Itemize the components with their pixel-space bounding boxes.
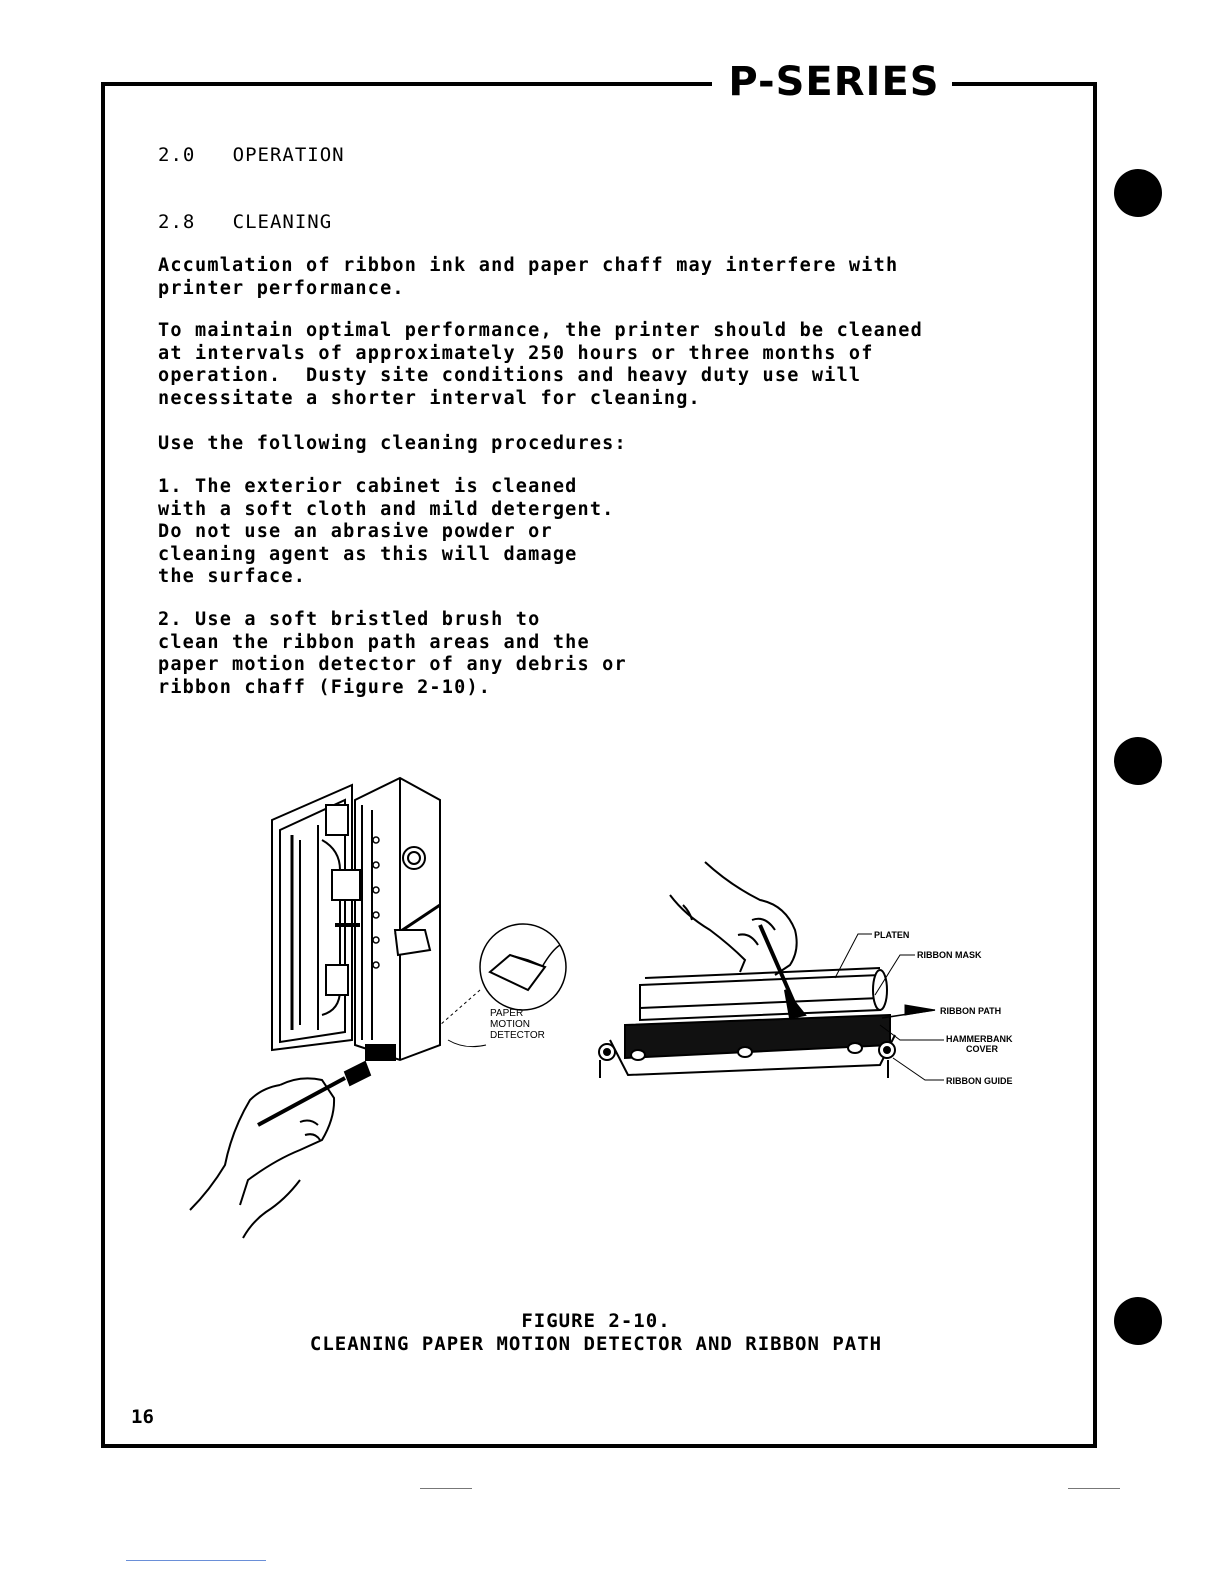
paragraph-procedures: Use the following cleaning procedures: (158, 433, 627, 454)
step-2: 2. Use a soft bristled brush to clean the ribbon path areas and the paper motion detector of any debris or ribbon chaff (Figure 2-10). (158, 609, 627, 698)
label-detector-3: DETECTOR (490, 1030, 545, 1041)
label-ribbon-mask: RIBBON MASK (917, 950, 982, 960)
subsection-number: 2.8 (158, 211, 196, 233)
label-detector-2: MOTION (490, 1019, 530, 1030)
brush-hand-left-illustration (190, 1062, 370, 1238)
label-hammerbank-2: COVER (966, 1044, 999, 1054)
ribbon-path-assembly-illustration (599, 968, 895, 1078)
step-1: 1. The exterior cabinet is cleaned with a soft cloth and mild detergent. Do not use an abrasive powder or cleaning agent as this will damage the surface. (158, 476, 615, 587)
series-title: P-SERIES (728, 59, 940, 105)
scan-artifact (126, 1560, 266, 1561)
label-ribbon-guide: RIBBON GUIDE (946, 1076, 1013, 1086)
scan-artifact (420, 1488, 472, 1489)
detector-assembly-illustration (272, 778, 440, 1060)
subsection-title: CLEANING (232, 211, 333, 233)
label-detector-1: PAPER (490, 1008, 524, 1019)
figure-number: FIGURE 2-10. (521, 1310, 671, 1332)
label-platen: PLATEN (874, 930, 910, 940)
label-ribbon-path: RIBBON PATH (940, 1006, 1002, 1016)
label-hammerbank-1: HAMMERBANK (946, 1034, 1013, 1044)
paragraph-interval: To maintain optimal performance, the printer should be cleaned at intervals of approximately 250 hours or three months of operation. Dusty site conditions and heavy duty use will necessitate a shorter interval for cleaning. (158, 320, 923, 409)
section-number: 2.0 (158, 144, 196, 166)
paragraph-intro: Accumlation of ribbon ink and paper chaff may interfere with printer performance. (158, 255, 899, 299)
section-title: OPERATION (232, 144, 345, 166)
scan-artifact (1068, 1488, 1120, 1489)
page-number: 16 (131, 1406, 154, 1428)
figure-caption: CLEANING PAPER MOTION DETECTOR AND RIBBON PATH (309, 1333, 883, 1355)
